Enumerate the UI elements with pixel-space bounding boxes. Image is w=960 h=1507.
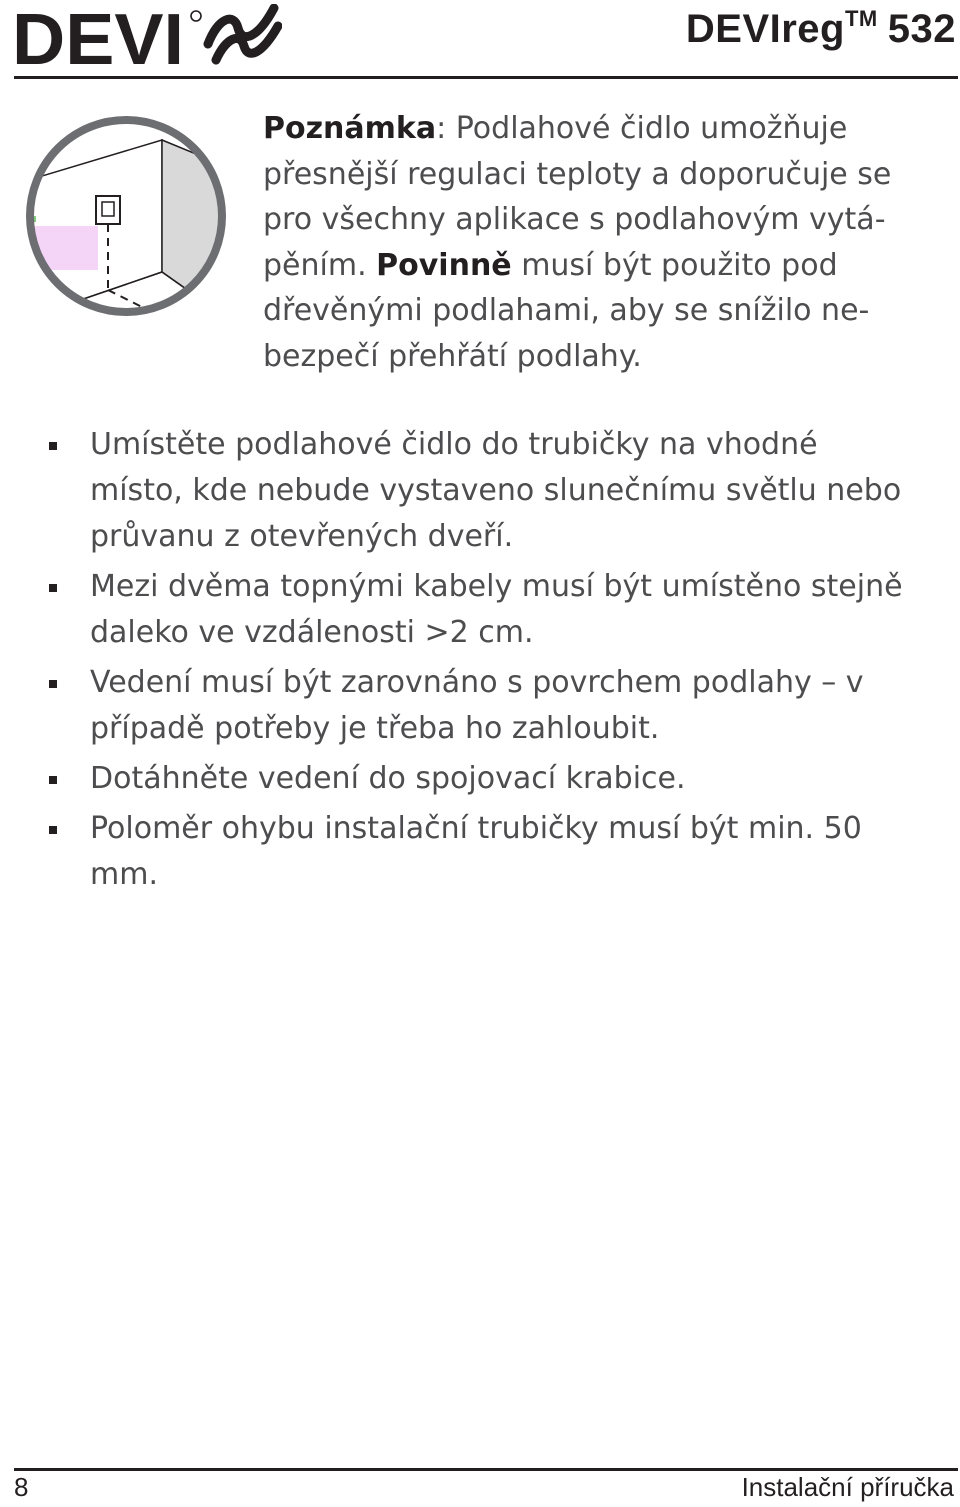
header-divider	[14, 76, 958, 79]
thermostat-box-icon	[96, 196, 120, 224]
list-item-line: Vedení musí být zarovnáno s povrchem podlahy – v	[90, 665, 864, 700]
list-item	[48, 564, 948, 656]
list-item	[48, 756, 948, 802]
devi-logo	[12, 4, 282, 70]
square-bullet-icon	[49, 442, 57, 450]
list-item	[48, 660, 948, 752]
list-item-line: mm.	[90, 857, 158, 892]
list-item-line: Poloměr ohybu instalační trubičky musí být min. 50	[90, 811, 862, 846]
note-text-4b: musí být použito pod	[511, 247, 838, 283]
product-name: DEVIreg	[685, 7, 845, 51]
square-bullet-icon	[49, 776, 57, 784]
note-line-6: bezpečí přehřátí podlahy.	[263, 338, 642, 374]
list-item-line: případě potřeby je třeba ho zahloubit.	[90, 711, 660, 746]
square-bullet-icon	[49, 584, 57, 592]
note-label: Poznámka	[263, 111, 437, 146]
trademark-sign: TM	[844, 6, 878, 31]
list-item-line: Umístěte podlahové čidlo do trubičky na vhodné	[90, 427, 818, 462]
footer-divider	[14, 1468, 958, 1471]
note-line-1	[263, 106, 953, 152]
note-emphasis: Povinně	[376, 247, 512, 283]
note-text-4: pěním.	[263, 247, 367, 283]
list-item-line: průvanu z otevřených dveří.	[90, 519, 514, 554]
note-text-1: : Podlahové čidlo umožňuje	[436, 111, 848, 146]
note-line-5: dřevěnými podlahami, aby se snížilo ne-	[263, 293, 870, 328]
square-bullet-icon	[49, 680, 57, 688]
devi-logo-text: DEVI	[12, 4, 184, 70]
list-item	[48, 806, 948, 898]
list-item-line: Dotáhněte vedení do spojovací krabice.	[90, 761, 686, 796]
product-model: 532	[887, 7, 956, 51]
footer-title: Instalační příručka	[741, 1472, 954, 1502]
note-line-4	[263, 243, 953, 289]
floor-sensor-illustration	[22, 112, 230, 320]
list-item	[48, 422, 948, 560]
registered-mark-icon	[191, 11, 201, 21]
page-number: 8	[14, 1472, 29, 1502]
note-line-3: pro všechny aplikace s podlahovým vytá-	[263, 202, 886, 237]
note-line-2: přesnější regulaci teploty a doporučuje se	[263, 156, 892, 192]
devi-wave-mark-icon-lower	[216, 26, 278, 60]
square-bullet-icon	[49, 826, 57, 834]
product-title	[686, 6, 956, 52]
list-item-line: daleko ve vzdálenosti >2 cm.	[90, 615, 534, 650]
list-item-line: místo, kde nebude vystaveno slunečnímu světlu nebo	[90, 473, 902, 508]
list-item-line: Mezi dvěma topnými kabely musí být umístěno stejně	[90, 569, 903, 604]
note-paragraph	[263, 106, 953, 379]
instruction-list	[48, 422, 948, 902]
